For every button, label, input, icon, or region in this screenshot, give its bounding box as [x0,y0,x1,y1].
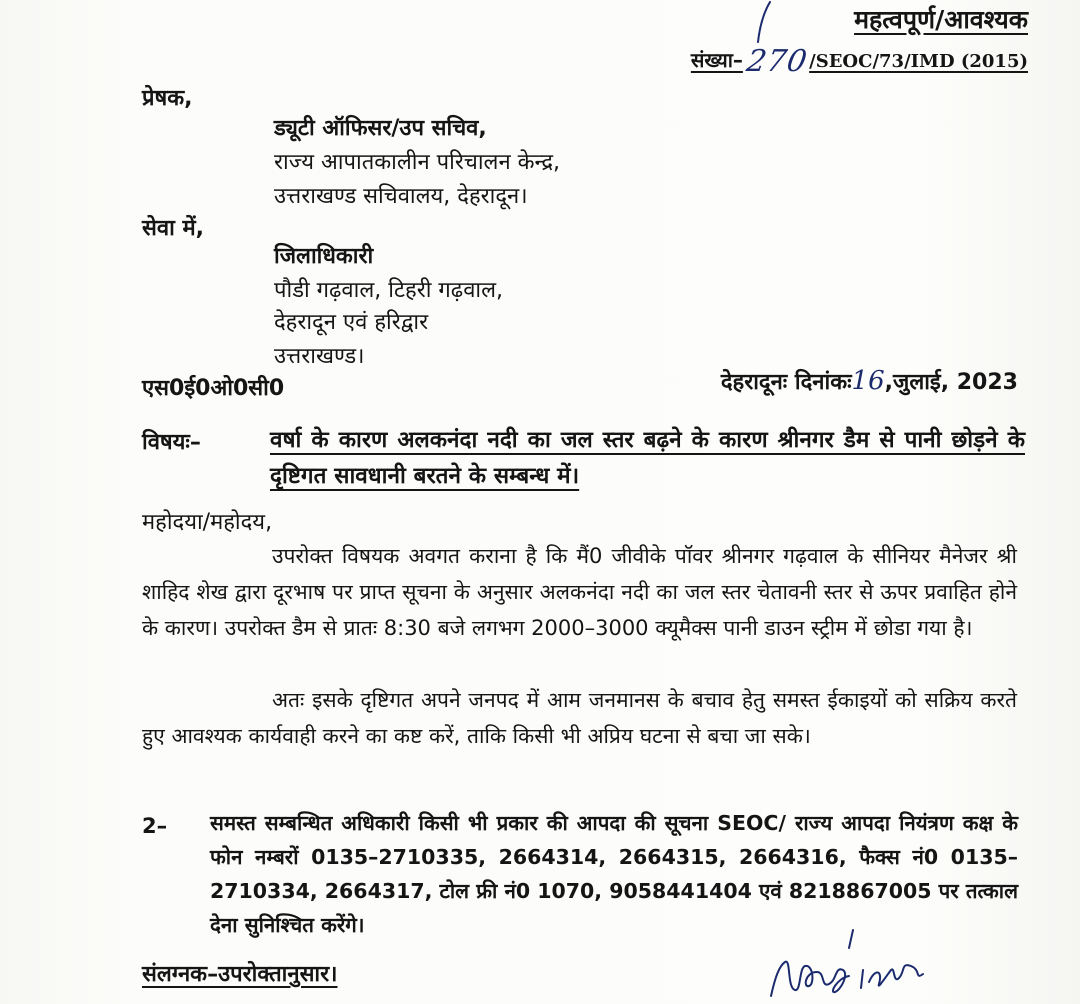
salutation: महोदया/महोदय, [142,510,273,535]
point-2-text: समस्त सम्बन्धित अधिकारी किसी भी प्रकार की आपदा की सूचना SEOC/ राज्य आपदा नियंत्रण कक्ष के फोन नम्बरों 0135–2710335, 2664314, 2664315, 2664316, फैक्स नं0 0135–2710334, 2664317, टोल फ्री नं0 1070, 9058441404 एवं 8218867005 पर तत्काल देना सुनिश्चित करेंगे। [210,811,1018,937]
sender-line-1: राज्य आपातकालीन परिचालन केन्द्र, [274,150,561,175]
priority-label: महत्वपूर्ण/आवश्यक [854,5,1028,34]
subject-text-content: वर्षा के कारण अलकनंदा नदी का जल स्तर बढ़ने के कारण श्रीनगर डैम से पानी छोड़ने के दृष्टिगत सावधानी बरतने के सम्बन्ध में। [270,427,1025,489]
recipient-line-2: देहरादून एवं हरिद्वार [274,310,429,335]
body-paragraph-1: उपरोक्त विषयक अवगत कराना है कि मैं0 जीवीके पॉवर श्रीनगर गढ़वाल के सीनियर मैनेजर श्री शाहिद शेख द्वारा दूरभाष पर प्राप्त सूचना के अनुसार अलकनंदा नदी का जल स्तर चेतावनी स्तर से ऊपर प्रवाहित होने के कारण। उपरोक्त डैम से प्रातः 8:30 बजे लगभग 2000–3000 क्यूमैक्स पानी डाउन स्ट्रीम में छोडा गया है। [142,544,1017,640]
handwritten-date-day: 16 [851,366,885,396]
handwritten-signature [765,918,985,1004]
date-suffix: ,जुलाई, 2023 [884,370,1018,395]
point-number: 2– [142,814,168,838]
sender-line-2: उत्तराखण्ड सचिवालय, देहरादून। [274,184,528,209]
reference-label: संख्या– [690,48,743,72]
sender-label: प्रेषक, [142,86,193,111]
reference-code: /SEOC/73/IMD (2015) [809,51,1028,72]
enclosure-note: संलग्नक–उपरोक्तानुसार। [142,962,338,987]
subject-label: विषयः– [142,430,201,455]
recipient-title: जिलाधिकारी [274,244,374,269]
body-paragraph-2: अतः इसके दृष्टिगत अपने जनपद में आम जनमानस के बचाव हेतु समस्त ईकाइयों को सक्रिय करते हुए आवश्यक कार्यवाही करने का कष्ट करें, ताकि किसी भी अप्रिय घटना से बचा जा सके। [142,688,1017,748]
handwritten-stroke-mark [748,0,778,44]
sender-title: ड्यूटी ऑफिसर/उप सचिव, [274,116,487,141]
subject-text [270,422,1025,494]
recipient-line-3: उत्तराखण्ड। [274,344,365,369]
recipient-label: सेवा में, [142,216,204,241]
date-line [721,366,1018,396]
date-prefix: देहरादूनः दिनांकः [720,370,852,395]
reference-number-line [690,40,1028,79]
handwritten-reference-number: 270 [743,44,811,79]
recipient-line-1: पौडी गढ़वाल, टिहरी गढ़वाल, [274,278,504,303]
office-code: एस0ई0ओ0सी0 [142,376,285,401]
